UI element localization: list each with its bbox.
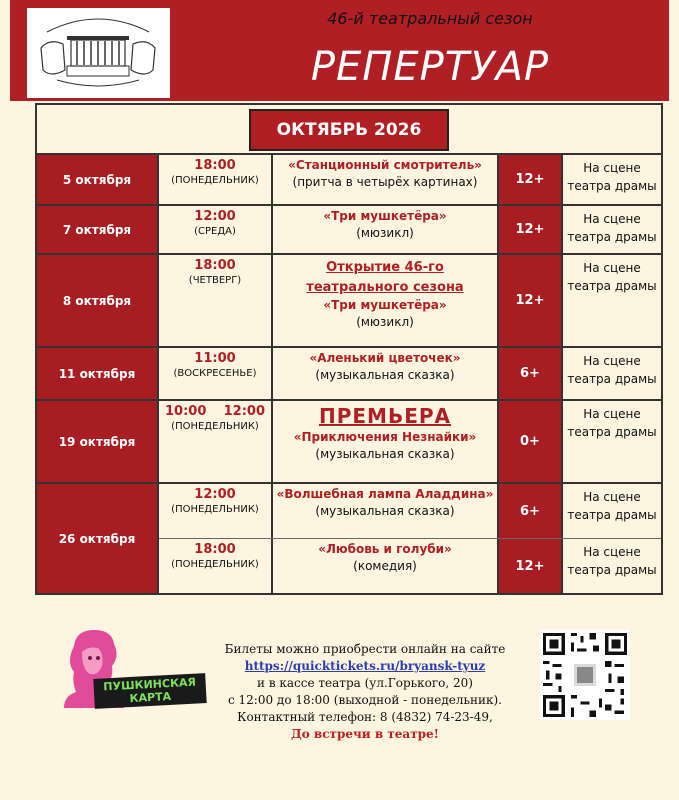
venue-cell: На сцене театра драмы: [567, 354, 657, 386]
time-cell: [159, 255, 273, 346]
time-cell: [159, 401, 273, 482]
footer: [0, 620, 679, 780]
date-cell: 11 октября: [37, 348, 159, 399]
weekday: (ПОНЕДЕЛЬНИК): [171, 421, 259, 432]
show-cell: [273, 155, 499, 204]
time-cell: [159, 348, 273, 399]
time: 18:00: [194, 158, 236, 173]
weekday: (ПОНЕДЕЛЬНИК): [171, 175, 259, 186]
info-line-2: и в кассе театра (ул.Горького, 20): [257, 676, 473, 690]
theatre-building-logo-icon: [27, 8, 170, 98]
show-title: «Станционный смотритель»: [288, 158, 482, 172]
weekday: (ПОНЕДЕЛЬНИК): [171, 559, 259, 570]
weekday: (СРЕДА): [194, 226, 236, 237]
ticket-info: [220, 641, 510, 743]
venue-cell: На сцене театра драмы: [567, 490, 657, 522]
show-genre: (притча в четырёх картинах): [292, 175, 478, 189]
show-title: «Волшебная лампа Аладдина»: [276, 487, 494, 501]
greeting: До встречи в театре!: [291, 727, 439, 741]
weekday: (ЧЕТВЕРГ): [188, 275, 242, 286]
session: [159, 539, 661, 593]
pushkin-card-logo: [54, 626, 197, 708]
venue-cell: На сцене театра драмы: [567, 212, 657, 244]
header-banner: [10, 0, 669, 101]
table-row: [37, 348, 661, 401]
age-rating: 12+: [499, 206, 563, 253]
date-cell: 8 октября: [37, 255, 159, 346]
age-rating: 0+: [499, 401, 563, 482]
venue-cell: На сцене театра драмы: [567, 161, 657, 193]
show-title: «Три мушкетёра»: [323, 298, 447, 312]
theatre-logo: [27, 8, 170, 98]
table-row: [37, 206, 661, 255]
weekday: (ВОСКРЕСЕНЬЕ): [173, 368, 257, 379]
show-genre: (музыкальная сказка): [315, 368, 455, 382]
show-genre: (комедия): [353, 559, 417, 573]
show-genre: (мюзикл): [356, 315, 414, 329]
show-cell: [273, 206, 499, 253]
age-rating: 12+: [499, 539, 563, 593]
show-cell: [273, 255, 499, 346]
date-cell: 5 октября: [37, 155, 159, 204]
show-genre: (музыкальная сказка): [315, 504, 455, 518]
month-row: [37, 105, 661, 155]
date-cell: 26 октября: [37, 484, 159, 593]
show-title: «Аленький цветочек»: [309, 351, 461, 365]
time: 12:00: [194, 487, 236, 502]
show-genre: (музыкальная сказка): [315, 447, 455, 461]
show-cell: [273, 348, 499, 399]
time-cell: [159, 206, 273, 253]
age-rating: 12+: [499, 255, 563, 346]
table-row: [37, 484, 661, 593]
page-title: РЕПЕРТУАР: [310, 44, 550, 90]
age-rating: 6+: [499, 348, 563, 399]
table-row: [37, 255, 661, 348]
qr-code-icon[interactable]: [540, 630, 630, 720]
date-cell: 7 октября: [37, 206, 159, 253]
time-cell: [159, 539, 273, 593]
show-title: «Любовь и голуби»: [318, 542, 452, 556]
time: 18:00: [194, 542, 236, 557]
time-pair: [159, 404, 271, 419]
premiere-headline: ПРЕМЬЕРА: [318, 404, 451, 428]
session: [159, 484, 661, 538]
age-rating: 12+: [499, 155, 563, 204]
venue-cell: На сцене театра драмы: [567, 261, 657, 293]
pushkin-card-label: ПУШКИНСКАЯ КАРТА: [93, 673, 206, 709]
info-line-3: с 12:00 до 18:00 (выходной - понедельник).: [228, 693, 502, 707]
venue-cell: На сцене театра драмы: [567, 545, 657, 577]
season-opening-headline: Открытие 46-го театрального сезона: [306, 260, 464, 295]
season-title: 46-й театральный сезон: [327, 9, 533, 28]
repertoire-table: [35, 103, 663, 595]
time-second: 12:00: [223, 404, 265, 419]
tickets-link[interactable]: https://quicktickets.ru/bryansk-tyuz: [244, 659, 486, 673]
weekday: (ПОНЕДЕЛЬНИК): [171, 504, 259, 515]
info-line-4: Контактный телефон: 8 (4832) 74-23-49,: [237, 710, 493, 724]
info-line-1: Билеты можно приобрести онлайн на сайте: [224, 642, 506, 656]
time: 12:00: [194, 209, 236, 224]
table-row: [37, 401, 661, 484]
show-genre: (мюзикл): [356, 226, 414, 240]
time: 11:00: [194, 351, 236, 366]
time: 10:00: [165, 404, 207, 419]
month-badge: ОКТЯБРЬ 2026: [249, 109, 449, 151]
show-title: «Три мушкетёра»: [323, 209, 447, 223]
show-cell: [273, 539, 499, 593]
time-cell: [159, 484, 273, 538]
time: 18:00: [194, 258, 236, 273]
date-cell: 19 октября: [37, 401, 159, 482]
venue-cell: На сцене театра драмы: [567, 407, 657, 439]
show-title: «Приключения Незнайки»: [293, 430, 477, 444]
time-cell: [159, 155, 273, 204]
table-row: [37, 155, 661, 206]
age-rating: 6+: [499, 484, 563, 538]
show-cell: [273, 484, 499, 538]
show-cell: [273, 401, 499, 482]
